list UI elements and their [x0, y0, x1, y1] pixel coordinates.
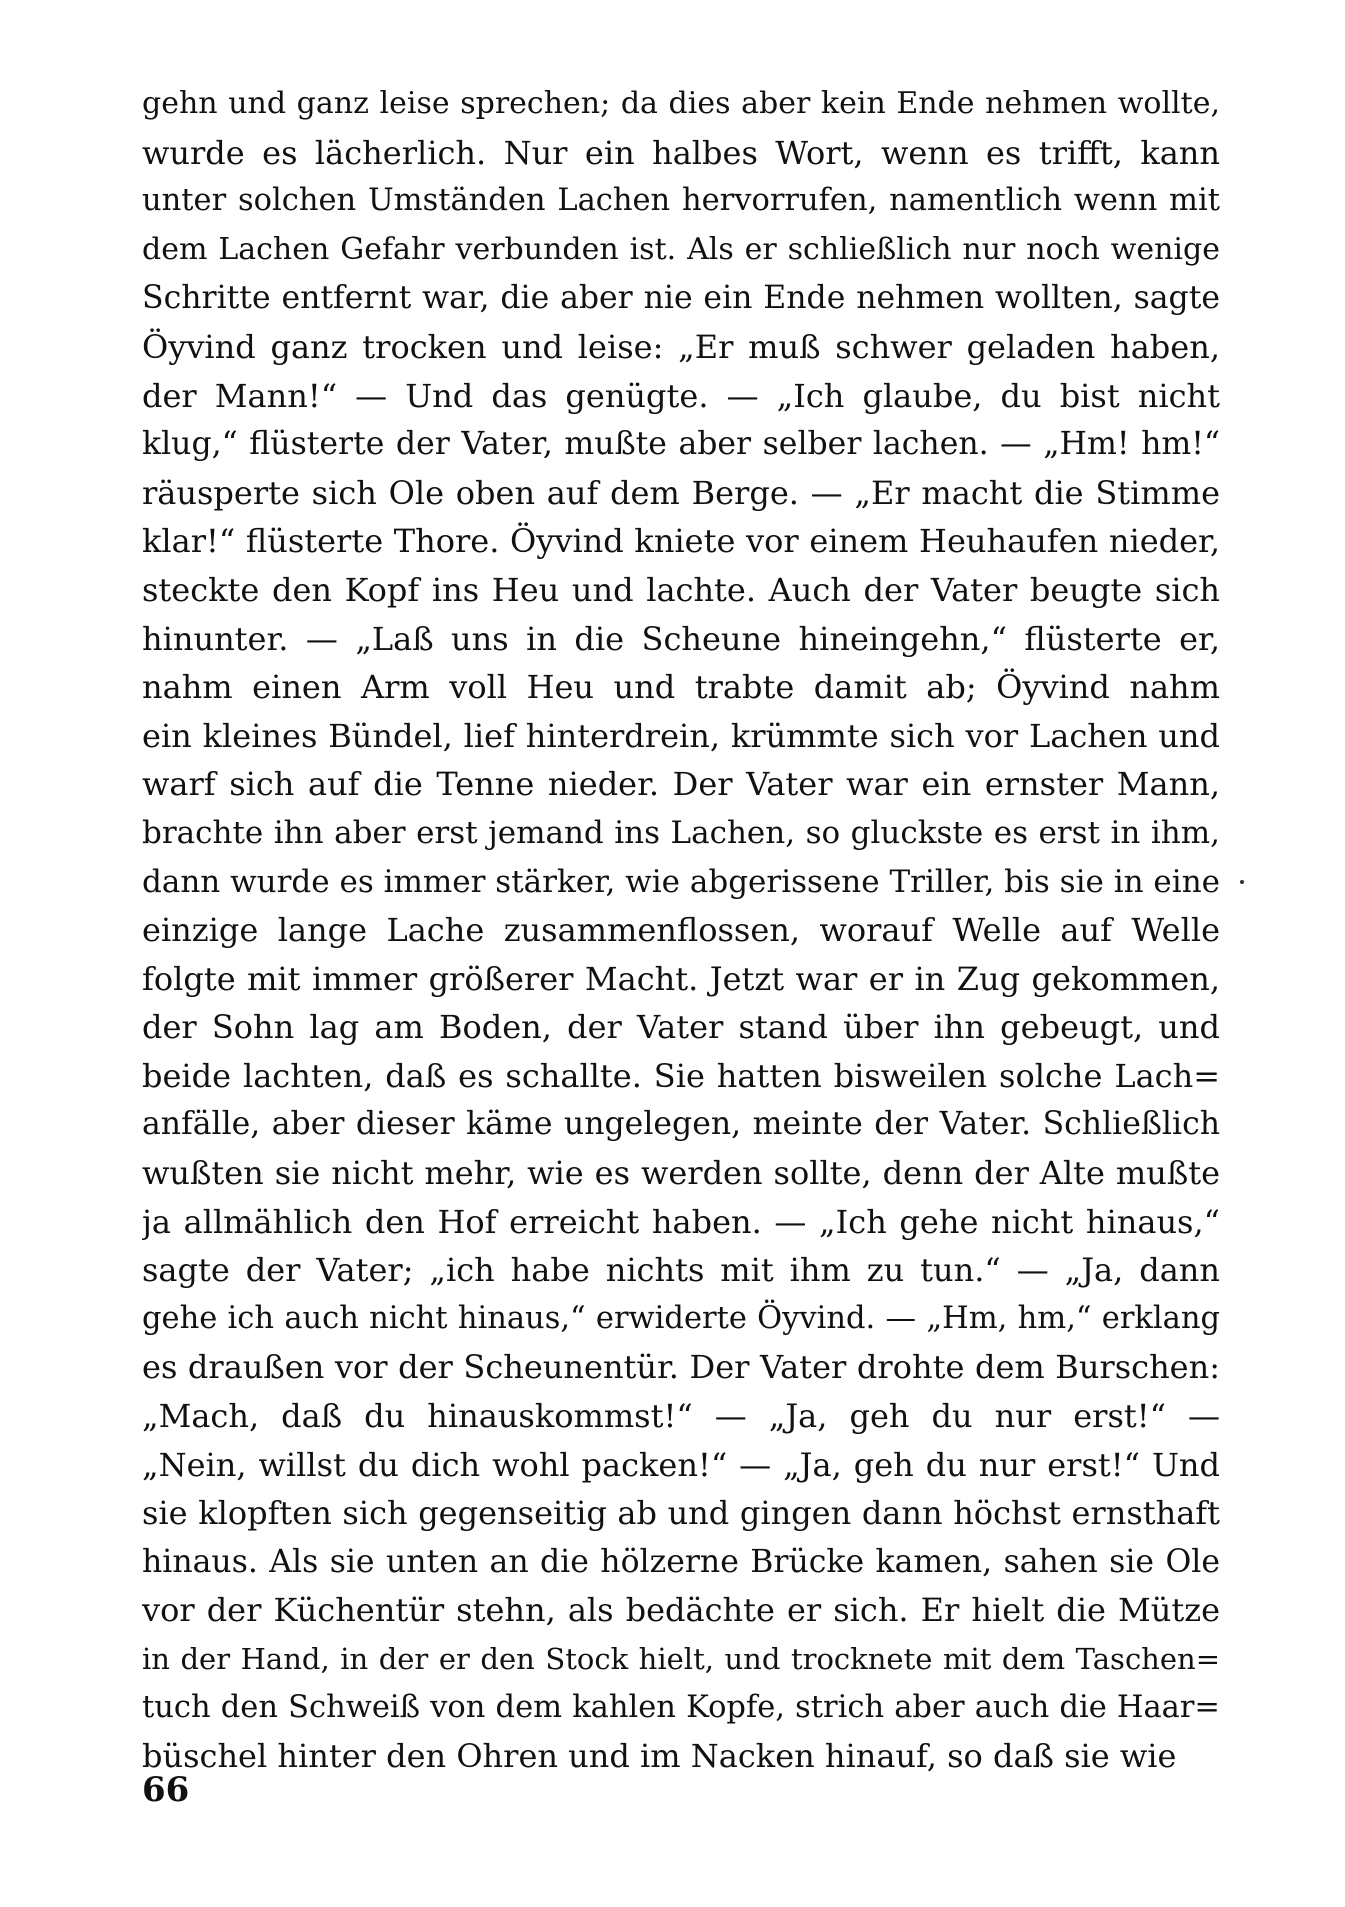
text-line: tuch den Schweiß von dem kahlen Kopfe, strich aber auch die Haar=	[142, 1689, 1220, 1725]
text-line: in der Hand, in der er den Stock hielt, und trocknete mit dem Taschen=	[142, 1642, 1220, 1676]
text-line: büschel hinter den Ohren und im Nacken hinauf, so daß sie wie	[142, 1737, 1177, 1776]
text-line: folgte mit immer größerer Macht. Jetzt war er in Zug gekommen,	[142, 959, 1220, 998]
text-line: „Nein, willst du dich wohl packen!“ — „Ja, geh du nur erst!“ Und	[142, 1445, 1220, 1484]
text-line: „Mach, daß du hinauskommst!“ — „Ja, geh du nur erst!“ —	[142, 1397, 1220, 1436]
text-line: steckte den Kopf ins Heu und lachte. Auch der Vater beugte sich	[142, 570, 1220, 609]
text-line: ja allmählich den Hof erreicht haben. — „Ich gehe nicht hinaus,“	[142, 1202, 1220, 1241]
body-text	[142, 80, 1220, 1781]
text-line: anfälle, aber dieser käme ungelegen, meinte der Vater. Schließlich	[142, 1106, 1220, 1143]
text-line: sagte der Vater; „ich habe nichts mit ihm zu tun.“ — „Ja, dann	[142, 1251, 1220, 1290]
text-line: sie klopften sich gegenseitig ab und gingen dann höchst ernsthaft	[142, 1494, 1220, 1533]
text-line: der Mann!“ — Und das genügte. — „Ich glaube, du bist nicht	[142, 376, 1220, 415]
text-line: klug,“ flüsterte der Vater, mußte aber selber lachen. — „Hm! hm!“	[142, 426, 1220, 463]
page-number: 66	[142, 1770, 190, 1810]
text-line: es draußen vor der Scheunentür. Der Vater drohte dem Burschen:	[142, 1348, 1220, 1387]
text-line: dann wurde es immer stärker, wie abgerissene Triller, bis sie in eine	[142, 863, 1220, 900]
text-line: vor der Küchentür stehn, als bedächte er sich. Er hielt die Mütze	[142, 1591, 1220, 1630]
text-line: ein kleines Bündel, lief hinterdrein, krümmte sich vor Lachen und	[142, 716, 1220, 755]
text-line: beide lachten, daß es schallte. Sie hatten bisweilen solche Lach=	[142, 1056, 1220, 1095]
text-line: warf sich auf die Tenne nieder. Der Vater war ein ernster Mann,	[142, 765, 1220, 804]
text-line: wußten sie nicht mehr, wie es werden sollte, denn der Alte mußte	[142, 1154, 1220, 1193]
text-line: hinaus. Als sie unten an die hölzerne Brücke kamen, sahen sie Ole	[142, 1543, 1220, 1580]
text-line: Schritte entfernt war, die aber nie ein Ende nehmen wollten, sagte	[142, 280, 1220, 317]
text-line: dem Lachen Gefahr verbunden ist. Als er schließlich nur noch wenige	[142, 231, 1220, 267]
text-line: einzige lange Lache zusammenflossen, worauf Welle auf Welle	[142, 911, 1220, 950]
text-line: unter solchen Umständen Lachen hervorrufen, namentlich wenn mit	[142, 183, 1220, 219]
text-line: wurde es lächerlich. Nur ein halbes Wort, wenn es trifft, kann	[142, 133, 1220, 172]
text-line: nahm einen Arm voll Heu und trabte damit ab; Öyvind nahm	[142, 668, 1220, 707]
text-line: Öyvind ganz trocken und leise: „Er muß schwer geladen haben,	[142, 327, 1220, 366]
text-line: räusperte sich Ole oben auf dem Berge. — „Er macht die Stimme	[142, 473, 1220, 512]
text-line: der Sohn lag am Boden, der Vater stand über ihn gebeugt, und	[142, 1008, 1220, 1047]
text-line: hinunter. — „Laß uns in die Scheune hineingehn,“ flüsterte er,	[142, 619, 1220, 658]
text-line: gehn und ganz leise sprechen; da dies aber kein Ende nehmen wollte,	[142, 86, 1220, 121]
text-line: brachte ihn aber erst jemand ins Lachen, so gluckste es erst in ihm,	[142, 814, 1220, 851]
text-line: klar!“ flüsterte Thore. Öyvind kniete vor einem Heuhaufen nieder,	[142, 522, 1220, 561]
text-line: gehe ich auch nicht hinaus,“ erwiderte Öyvind. — „Hm, hm,“ erklang	[142, 1300, 1220, 1336]
margin-speck	[1240, 880, 1244, 884]
